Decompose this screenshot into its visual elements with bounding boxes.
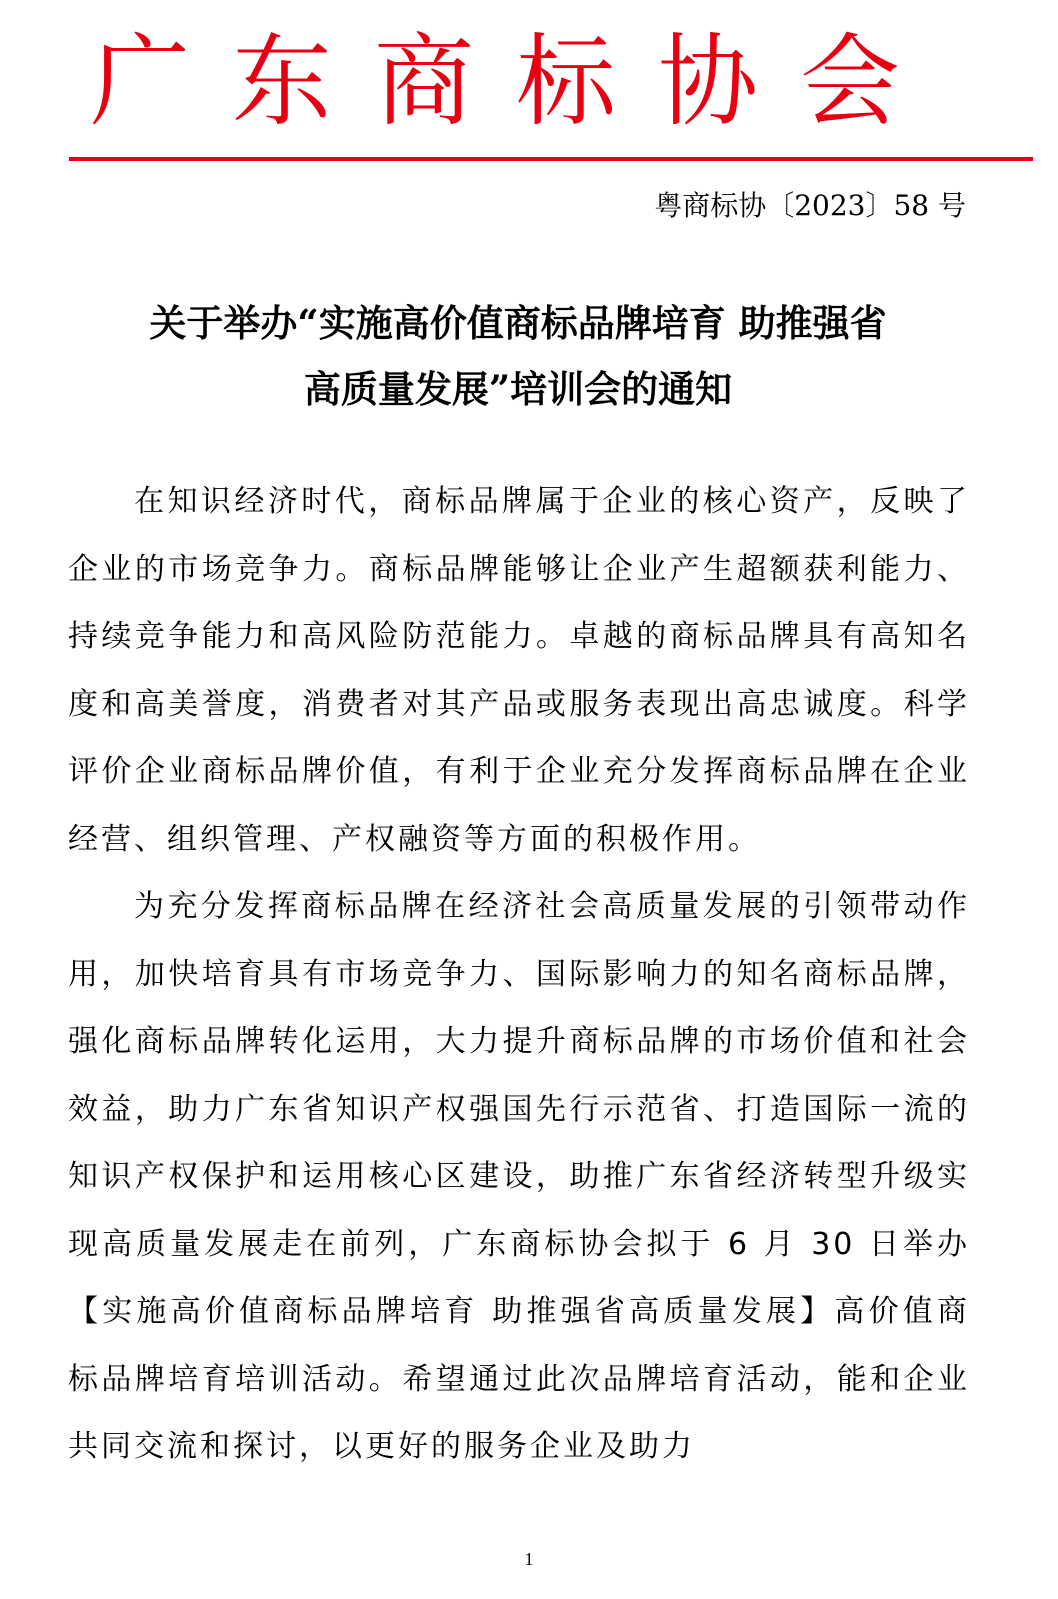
document-number: 粤商标协〔2023〕58 号 — [654, 189, 966, 222]
body-paragraph-1: 在知识经济时代，商标品牌属于企业的核心资产，反映了企业的市场竞争力。商标品牌能够让企业产生超额获利能力、持续竞争能力和高风险防范能力。卓越的商标品牌具有高知名度和高美誉度，消费者对其产品或服务表现出高忠诚度。科学评价企业商标品牌价值，有利于企业充分发挥商标品牌在企业经营、组织管理、产权融资等方面的积极作用。 — [68, 484, 970, 857]
letterhead-divider — [69, 157, 1033, 161]
notice-body — [68, 468, 970, 1481]
body-paragraph-2: 为充分发挥商标品牌在经济社会高质量发展的引领带动作用，加快培育具有市场竞争力、国际影响力的知名商标品牌，强化商标品牌转化运用，大力提升商标品牌的市场价值和社会效益，助力广东省知识产权强国先行示范省、打造国际一流的知识产权保护和运用核心区建设，助推广东省经济转型升级实现高质量发展走在前列，广东商标协会拟于 6 月 30 日举办【实施高价值商标品牌培育 助推强省高质量发展】高价值商标品牌培育培训活动。希望通过此次品牌培育活动，能和企业共同交流和探讨，以更好的服务企业及助力 — [68, 889, 970, 1464]
organization-letterhead: 广东商标协会 — [90, 23, 942, 140]
page-number: 1 — [524, 1549, 534, 1569]
notice-title-line-1: 关于举办“实施高价值商标品牌培育 助推强省 — [149, 301, 887, 345]
notice-title — [66, 290, 970, 422]
notice-title-line-2: 高质量发展”培训会的通知 — [303, 367, 733, 411]
